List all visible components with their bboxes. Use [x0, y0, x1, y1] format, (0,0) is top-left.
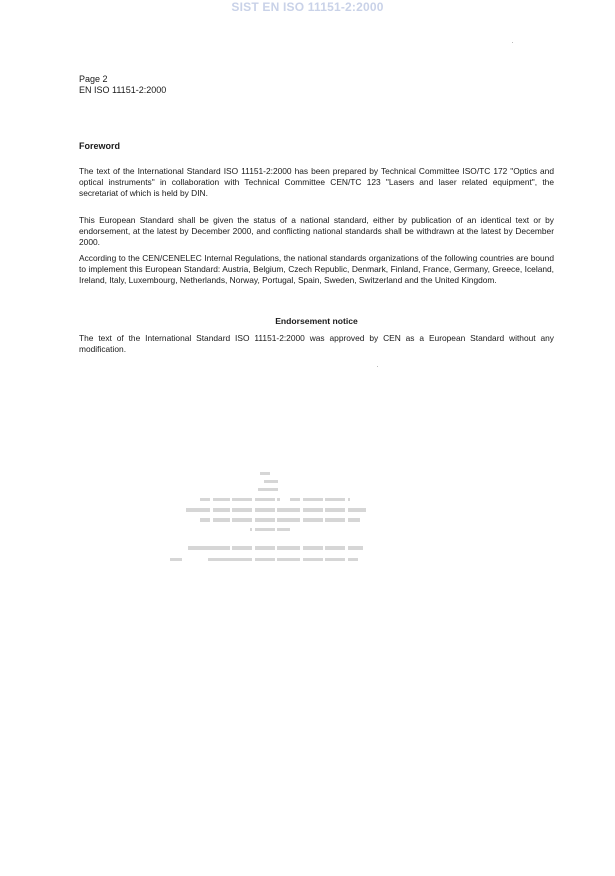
faded-stamp-texture [160, 468, 380, 578]
foreword-heading: Foreword [79, 141, 121, 151]
document-watermark: SIST EN ISO 11151-2:2000 [231, 0, 384, 14]
document-number: EN ISO 11151-2:2000 [79, 85, 167, 95]
endorsement-heading: Endorsement notice [275, 316, 358, 326]
foreword-paragraph: According to the CEN/CENELEC Internal Regulations, the national standards organizations of the following countries are bound to implement this European Standard: Austria, Belgium, Czech Republic, Denmark, Finland, France, Germany, Greece, Iceland, Ireland, Italy, Luxembourg, Netherlands, Norway, Portugal, Spain, Sweden, Switzerland and the United Kingdom. [79, 253, 554, 285]
scan-speck [512, 42, 513, 43]
page-header [79, 74, 166, 96]
page-number: Page 2 [79, 74, 108, 84]
foreword-paragraph: The text of the International Standard ISO 11151-2:2000 has been prepared by Technical Committee ISO/TC 172 "Optics and optical instruments" in collaboration with Technical Committee CEN/TC 123 "Lasers and laser related equipment", the secretariat of which is held by DIN. [79, 166, 554, 198]
foreword-paragraph: This European Standard shall be given the status of a national standard, either by publication of an identical text or by endorsement, at the latest by December 2000, and conflicting national standards shall be withdrawn at the latest by December 2000. [79, 215, 554, 247]
endorsement-paragraph: The text of the International Standard ISO 11151-2:2000 was approved by CEN as a European Standard without any modification. [79, 333, 554, 354]
scan-speck [377, 366, 378, 367]
